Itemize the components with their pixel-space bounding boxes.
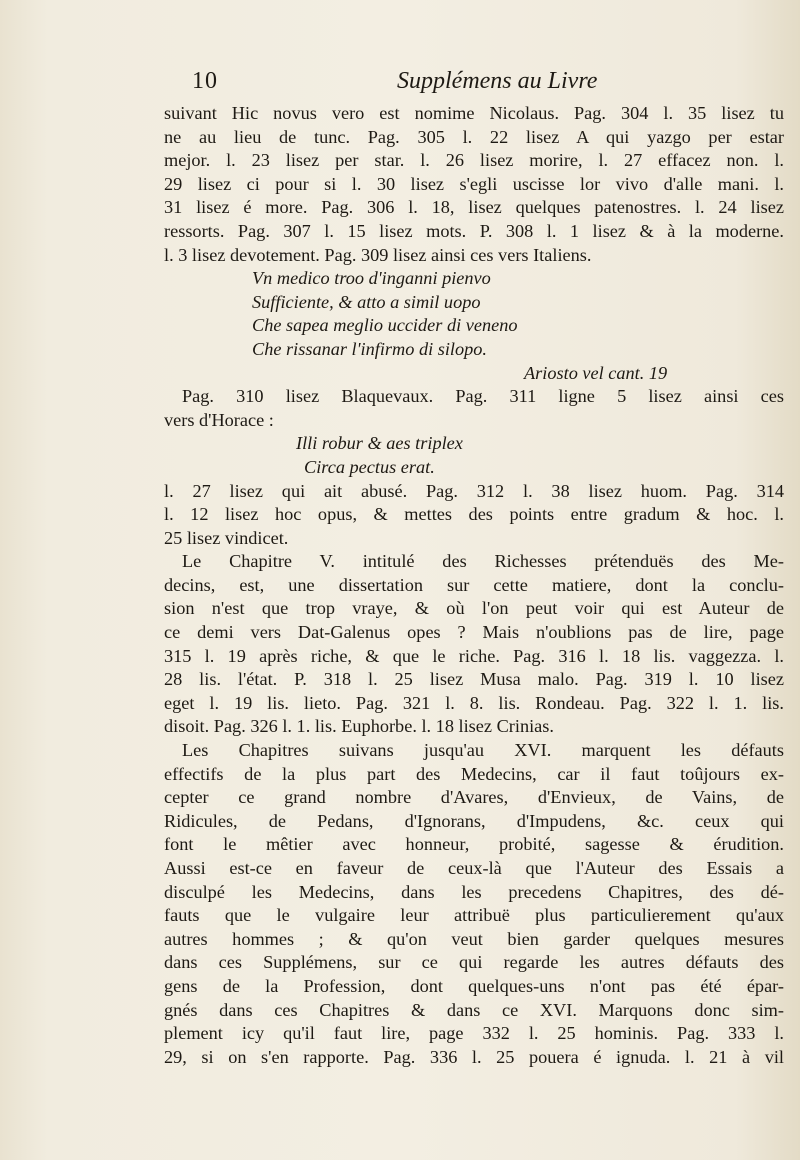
text-line: cepter ce grand nombre d'Avares, d'Envieux, de Vains, de [164, 787, 784, 808]
text-line: ne au lieu de tunc. Pag. 305 l. 22 lisez A qui yazgo per estar [164, 126, 784, 147]
page-header [192, 68, 740, 104]
quote-line: Circa pectus erat. [304, 456, 435, 477]
text-line: effectifs de la plus part des Medecins, car il faut toûjours ex- [164, 763, 784, 784]
text-line: l. 3 lisez devotement. Pag. 309 lisez ainsi ces vers Italiens. [164, 244, 592, 265]
text-line: ce demi vers Dat-Galenus opes ? Mais n'oublions pas de lire, page [164, 622, 784, 643]
text-line: font le mêtier avec honneur, probité, sagesse & érudition. [164, 834, 784, 855]
page-body [164, 102, 784, 1069]
verse-line: Vn medico troo d'inganni pienvo [252, 268, 491, 289]
text-line: fauts que le vulgaire leur attribuë plus particulierement qu'aux [164, 905, 784, 926]
text-line: Le Chapitre V. intitulé des Richesses prétenduës des Me- [182, 551, 784, 572]
text-line: mejor. l. 23 lisez per star. l. 26 lisez morire, l. 27 effacez non. l. [164, 150, 784, 171]
running-title: Supplémens au Livre [397, 68, 598, 94]
text-line: disculpé les Medecins, dans les precedens Chapitres, des dé- [164, 881, 784, 902]
text-line: dans ces Supplémens, sur ce qui regarde les autres défauts des [164, 952, 784, 973]
verse-attribution: Ariosto vel cant. 19 [524, 362, 668, 383]
text-line: vers d'Horace : [164, 409, 274, 430]
verse-line: Che sapea meglio uccider di veneno [252, 315, 518, 336]
text-line: autres hommes ; & qu'on veut bien garder quelques mesures [164, 928, 784, 949]
text-line: eget l. 19 lis. lieto. Pag. 321 l. 8. lis. Rondeau. Pag. 322 l. 1. lis. [164, 692, 784, 713]
text-line: Pag. 310 lisez Blaquevaux. Pag. 311 ligne 5 lisez ainsi ces [182, 386, 784, 407]
text-line: 28 lis. l'état. P. 318 l. 25 lisez Musa malo. Pag. 319 l. 10 lisez [164, 669, 784, 690]
text-line: 29 lisez ci pour si l. 30 lisez s'egli uscisse lor vivo d'alle mani. l. [164, 173, 784, 194]
text-line: decins, est, une dissertation sur cette matiere, dont la conclu- [164, 574, 784, 595]
text-line: suivant Hic novus vero est nomime Nicolaus. Pag. 304 l. 35 lisez tu [164, 103, 784, 123]
text-line: 31 lisez é more. Pag. 306 l. 18, lisez quelques patenostres. l. 24 lisez [164, 197, 784, 218]
text-line: l. 12 lisez hoc opus, & mettes des points entre gradum & hoc. l. [164, 504, 784, 525]
text-line: gnés dans ces Chapitres & dans ce XVI. Marquons donc sim- [164, 999, 784, 1020]
text-line: 25 lisez vindicet. [164, 527, 289, 548]
text-line: Ridicules, de Pedans, d'Ignorans, d'Impudens, &c. ceux qui [164, 810, 784, 831]
text-line: sion n'est que trop vraye, & où l'on peut voir qui est Auteur de [164, 598, 784, 619]
text-line: ressorts. Pag. 307 l. 15 lisez mots. P. 308 l. 1 lisez & à la moderne. [164, 220, 784, 241]
verse-line: Che rissanar l'infirmo di silopo. [252, 338, 487, 359]
text-line: plement icy qu'il faut lire, page 332 l. 25 hominis. Pag. 333 l. [164, 1023, 784, 1044]
text-line: disoit. Pag. 326 l. 1. lis. Euphorbe. l. 18 lisez Crinias. [164, 716, 554, 737]
text-line: Les Chapitres suivans jusqu'au XVI. marquent les défauts [182, 740, 784, 761]
text-line: Aussi est-ce en faveur de ceux-là que l'Auteur des Essais a [164, 858, 784, 878]
text-line: 29, si on s'en rapporte. Pag. 336 l. 25 pouera é ignuda. l. 21 à vil [164, 1046, 784, 1067]
quote-line: Illi robur & aes triplex [296, 433, 463, 454]
text-line: gens de la Profession, dont quelques-uns n'ont pas été épar- [164, 975, 784, 996]
verse-line: Sufficiente, & atto a simil uopo [252, 291, 481, 312]
text-line: l. 27 lisez qui ait abusé. Pag. 312 l. 38 lisez huom. Pag. 314 [164, 480, 784, 501]
page-number: 10 [192, 68, 218, 94]
text-line: 315 l. 19 après riche, & que le riche. Pag. 316 l. 18 lis. vaggezza. l. [164, 645, 784, 666]
